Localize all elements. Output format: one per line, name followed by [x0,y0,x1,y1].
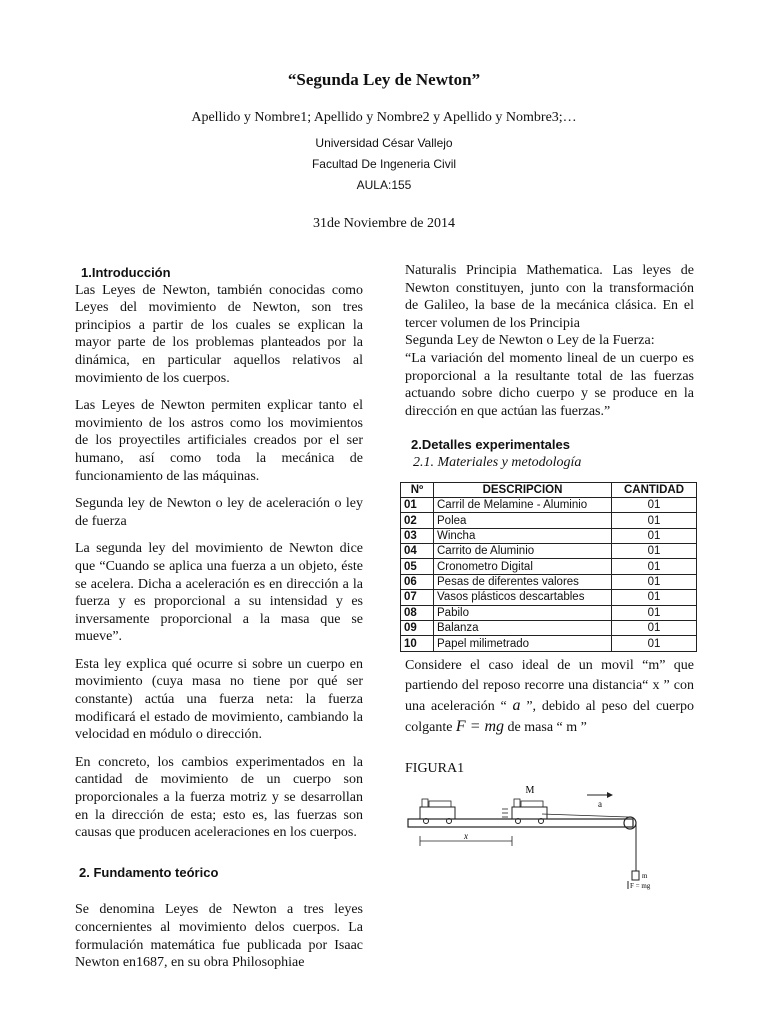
authors: Apellido y Nombre1; Apellido y Nombre2 y Apellido y Nombre3;… [191,110,577,125]
cart-weight-icon [429,801,451,807]
cell-number: 08 [401,605,434,620]
cart-weight-icon [521,801,543,807]
cell-description: Balanza [434,621,612,636]
figure-diagram [402,781,662,891]
hanging-mass-icon [632,871,639,880]
string-line [542,814,628,817]
table-row [401,636,697,651]
paragraph: Las Leyes de Newton, también conocidas como Leyes del movimiento de Newton, son tres principios a partir de los cuales se explican la mayor parte de los problemas planteados por la dinámica, en particular aquellos relativos al movimiento de los cuerpos. [75,282,363,386]
materials-table [400,482,697,652]
case-text-3: de masa “ m ” [507,719,587,735]
table-row [401,528,697,543]
case-text-1: Considere el caso ideal de un movil “m” que partiendo del reposo recorre una distancia“ x ” con una aceleración “ [405,657,694,714]
table-row [401,513,697,528]
cart-weight-icon [514,799,520,807]
cell-number: 06 [401,574,434,589]
cell-number: 10 [401,636,434,651]
paragraph: Se denomina Leyes de Newton a tres leyes concernientes al movimiento delos cuerpos. La formulación matemática fue publicada por Isaac Newton en1687, en su obra Philosophiae [75,902,363,971]
case-paragraph [405,656,694,738]
cell-number: 04 [401,544,434,559]
acceleration-symbol: a [512,696,521,714]
table-row [401,497,697,512]
cell-description: Pesas de diferentes valores [434,574,612,589]
cell-number: 09 [401,621,434,636]
table-row [401,590,697,605]
paragraph: Esta ley explica qué ocurre si sobre un cuerpo en movimiento (cuya masa no tiene por qué ser constante) actúa una fuerza neta: la fuerza modificará el estado de movimiento, cambiando la velocidad en módulo o dirección. [75,656,363,743]
cell-description: Pabilo [434,605,612,620]
theory-heading: 2. Fundamento teórico [79,864,219,880]
cell-description: Vasos plásticos descartables [434,590,612,605]
cell-quantity: 01 [612,636,697,651]
table-row [401,605,697,620]
table-row [401,574,697,589]
table-row [401,559,697,574]
paragraph: Segunda ley de Newton o ley de aceleración o ley de fuerza [75,496,363,529]
paragraph: Segunda Ley de Newton o Ley de la Fuerza: [405,333,655,349]
cell-description: Cronometro Digital [434,559,612,574]
column-header: Nº [401,482,434,497]
label-F: F = mg [630,882,651,891]
cell-quantity: 01 [612,574,697,589]
cart-start-icon [420,807,455,819]
label-m: m [642,872,648,881]
table-row [401,621,697,636]
cell-quantity: 01 [612,513,697,528]
paragraph: Las Leyes de Newton permiten explicar tanto el movimiento de los astros como los movimientos de los proyectiles artificiales creados por el ser humano, así como toda la mecánica de funcionamiento de las máquinas. [75,398,363,484]
university: Universidad César Vallejo [315,136,453,150]
label-x: x [464,831,468,842]
cell-number: 01 [401,497,434,512]
right-column [405,262,694,891]
cell-description: Carrito de Aluminio [434,544,612,559]
cell-description: Papel milimetrado [434,636,612,651]
force-formula: F = mg [455,717,505,735]
cell-quantity: 01 [612,528,697,543]
paragraph: En concreto, los cambios experimentados en la cantidad de movimiento de un cuerpo son proporcionales a la fuerza motriz y se desarrollan en la dirección de esta; esto es, las fuerzas son causas que producen aceleraciones en los cuerpos. [75,754,363,841]
quote-paragraph: “La variación del momento lineal de un cuerpo es proporcional a la resultante total de las fuerzas actuando sobre dicho cuerpo y se produce en la dirección en que actúan las fuerzas.” [405,350,694,419]
case-text-2: ”, debido al peso del cuerpo colgante [405,698,695,735]
cell-quantity: 01 [612,605,697,620]
experimental-heading: 2.Detalles experimentales [411,437,570,453]
cart-weight-icon [422,799,428,807]
label-a: a [598,799,602,810]
left-column [75,264,363,982]
cell-quantity: 01 [612,544,697,559]
cell-quantity: 01 [612,559,697,574]
date: 31de Noviembre de 2014 [313,216,455,231]
cart-moving-icon [512,807,547,819]
table-header-row [401,482,697,497]
cell-number: 07 [401,590,434,605]
cell-quantity: 01 [612,621,697,636]
room: AULA:155 [356,178,412,192]
column-header: CANTIDAD [612,482,697,497]
figure-label: FIGURA1 [405,760,465,776]
cell-quantity: 01 [612,590,697,605]
column-header: DESCRIPCION [434,482,612,497]
paragraph: La segunda ley del movimiento de Newton dice que “Cuando se aplica una fuerza a un objeto, éste se acelera. Dicha a aceleración es en dirección a la fuerza y es proporcional a su intensidad y es inversamente proporcional a la masa que se mueve”. [75,541,363,645]
paragraph: Naturalis Principia Mathematica. Las leyes de Newton constituyen, junto con la transformación de Galileo, la base de la mecánica clásica. En el tercer volumen de los Principia [405,263,694,331]
table-row [401,544,697,559]
cell-description: Carril de Melamine - Aluminio [434,497,612,512]
materials-subheading: 2.1. Materiales y metodología [413,454,582,470]
cell-description: Wincha [434,528,612,543]
cell-quantity: 01 [612,497,697,512]
cell-number: 03 [401,528,434,543]
paper-title: “Segunda Ley de Newton” [287,70,481,89]
cell-description: Polea [434,513,612,528]
label-M: M [525,785,535,797]
cell-number: 05 [401,559,434,574]
cell-number: 02 [401,513,434,528]
intro-heading: 1.Introducción [81,265,171,280]
faculty: Facultad De Ingeneria Civil [311,157,457,171]
arrow-head-icon [607,792,613,798]
